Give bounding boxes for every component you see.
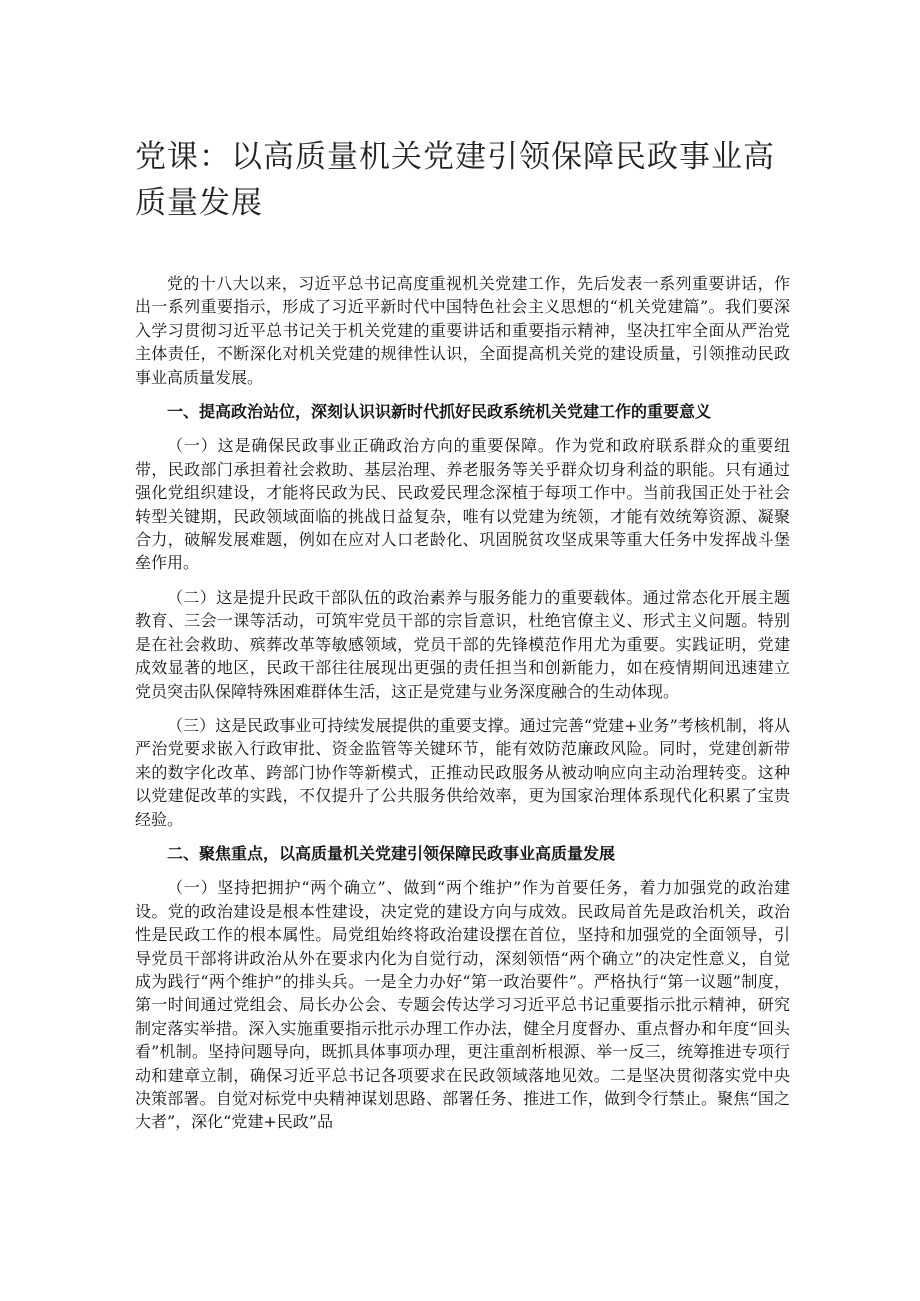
section-1-point-3: （三）这是民政事业可持续发展提供的重要支撑。通过完善“党建+业务”考核机制，将从严治党要求嵌入行政审批、资金监管等关键环节，能有效防范廉政风险。同时，党建创新带来的数字化改革、跨部门协作等新模式，正推动民政服务从被动响应向主动治理转变。这种以党建促改革的实践，不仅提升了公共服务供给效率，更为国家治理体系现代化积累了宝贵经验。 [135,715,790,829]
section-1-point-1: （一）这是确保民政事业正确政治方向的重要保障。作为党和政府联系群众的重要纽带，民政部门承担着社会救助、基层治理、养老服务等关乎群众切身利益的职能。只有通过强化党组织建设，才能将民政为民、民政爱民理念深植于每项工作中。当前我国正处于社会转型关键期，民政领域面临的挑战日益复杂，唯有以党建为统领，才能有效统筹资源、凝聚合力，破解发展难题，例如在应对人口老龄化、巩固脱贫攻坚成果等重大任务中发挥战斗堡垒作用。 [135,436,790,573]
section-heading-2: 二、聚焦重点，以高质量机关党建引领保障民政事业高质量发展 [167,843,616,863]
section-heading-1: 一、提高政治站位，深刻认识识新时代抓好民政系统机关党建工作的重要意义 [167,402,712,422]
document-title: 党课：以高质量机关党建引领保障民政事业高质量发展 [135,139,775,221]
section-1-point-2: （二）这是提升民政干部队伍的政治素养与服务能力的重要载体。通过常态化开展主题教育、三会一课等活动，可筑牢党员干部的宗旨意识，杜绝官僚主义、形式主义问题。特别是在社会救助、殡葬改革等敏感领域，党员干部的先锋模范作用尤为重要。实践证明，党建成效显著的地区，民政干部往往展现出更强的责任担当和创新能力，如在疫情期间迅速建立党员突击队保障特殊困难群体生活，这正是党建与业务深度融合的生动体现。 [135,587,790,701]
section-2-point-1: （一）坚持把拥护“两个确立”、做到“两个维护”作为首要任务，着力加强党的政治建设。党的政治建设是根本性建设，决定党的建设方向与成效。民政局首先是政治机关，政治性是民政工作的根本属性。局党组始终将政治建设摆在首位，坚持和加强党的全面领导，引导党员干部将讲政治从外在要求内化为自觉行动，深刻领悟“两个确立”的决定性意义，自觉成为践行“两个维护”的排头兵。一是全力办好“第一政治要件”。严格执行“第一议题”制度，第一时间通过党组会、局长办公会、专题会传达学习习近平总书记重要指示批示精神，研究制定落实举措。深入实施重要指示批示办理工作办法，健全月度督办、重点督办和年度“回头看”机制。坚持问题导向，既抓具体事项办理，更注重剖析根源、举一反三，统筹推进专项行动和建章立制，确保习近平总书记各项要求在民政领域落地见效。二是坚决贯彻落实党中央决策部署。自觉对标党中央精神谋划思路、部署任务、推进工作，做到令行禁止。聚焦“国之大者”，深化“党建+民政”品 [135,878,790,1132]
document-body [135,272,790,1145]
intro-paragraph: 党的十八大以来，习近平总书记高度重视机关党建工作，先后发表一系列重要讲话，作出一系列重要指示，形成了习近平新时代中国特色社会主义思想的“机关党建篇”。我们要深入学习贯彻习近平总书记关于机关党建的重要讲话和重要指示精神，坚决扛牢全面从严治党主体责任，不断深化对机关党建的规律性认识，全面提高机关党的建设质量，引领推动民政事业高质量发展。 [135,274,790,387]
